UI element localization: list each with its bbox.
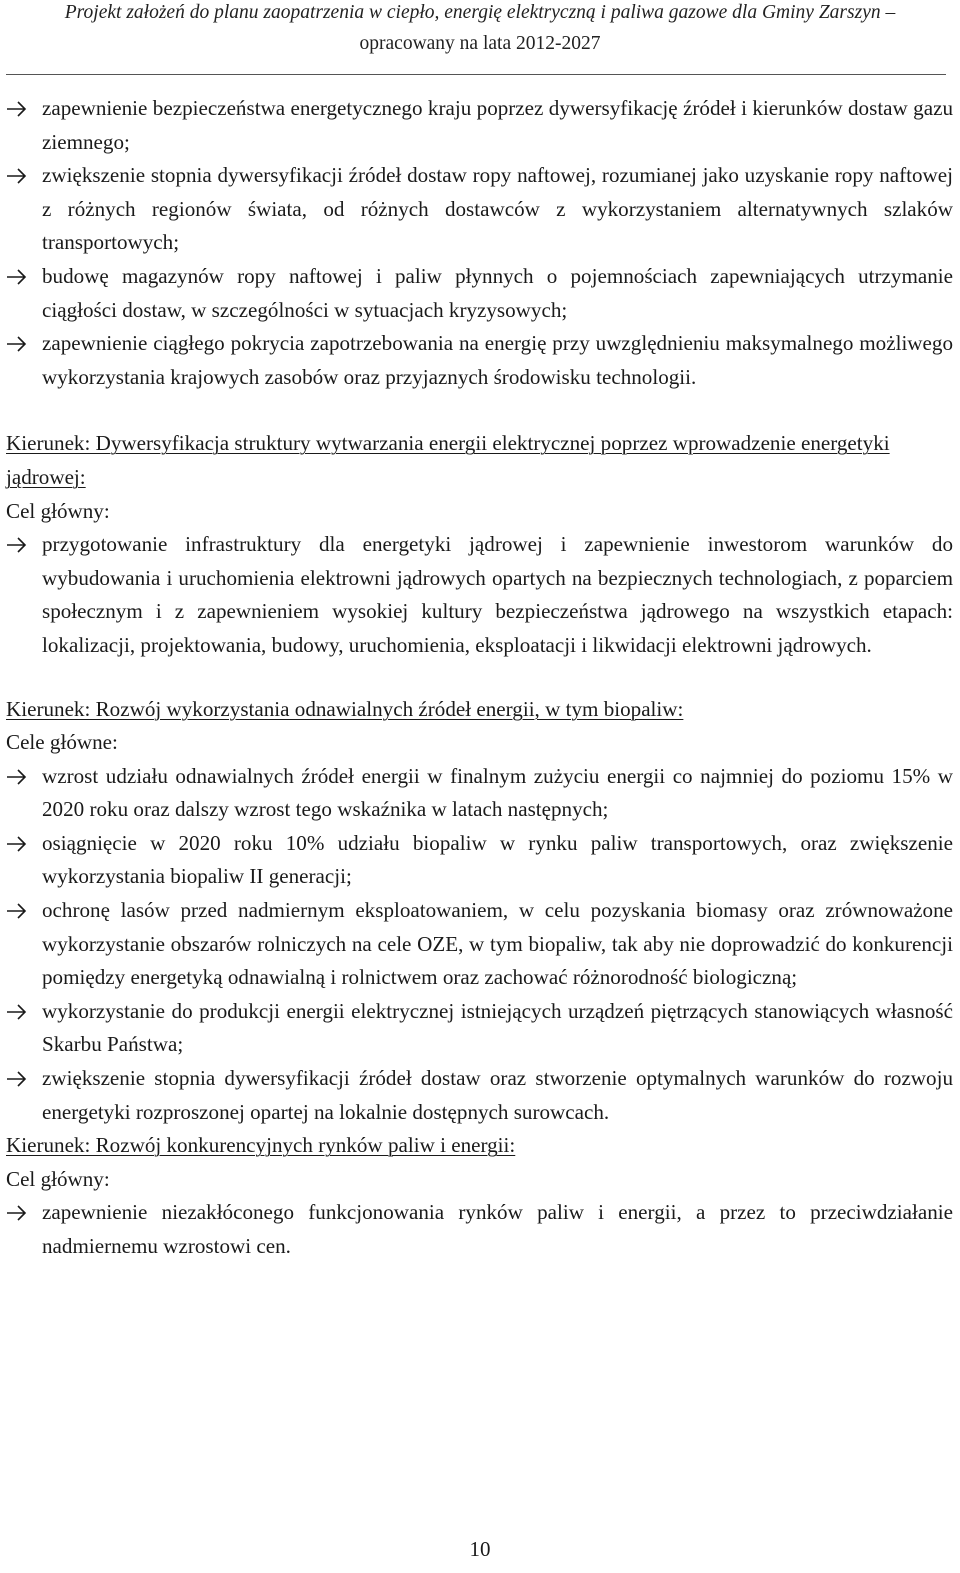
spacer (6, 394, 953, 427)
list-item-text: ochronę lasów przed nadmiernym eksploatowaniem, w celu pozyskania biomasy oraz zrównoważone wykorzystanie obszarów rolniczych na cele OZE, w tym biopaliw, tak aby nie doprowadzić do konkurencji pomiędzy energetyką odnawialną i rolnictwem oraz zachować różnorodność biologiczną; (42, 898, 953, 990)
document-body (6, 92, 953, 1264)
spacer (6, 663, 953, 693)
list-item-text: przygotowanie infrastruktury dla energetyki jądrowej i zapewnienie inwestorom warunków do wybudowania i uruchomienia elektrowni jądrowych opartych na bezpiecznych technologiach, z poparciem społecznym i z zapewnieniem wysokiej kultury bezpieczeństwa jądrowego na wszystkich etapach: lokalizacji, projektowania, budowy, uruchomienia, eksploatacji i likwidacji elektrowni jądrowych. (42, 532, 953, 657)
section-4-goal-label: Cel główny: (6, 1166, 110, 1191)
list-item (6, 528, 953, 662)
section-3-list (6, 760, 953, 1130)
list-item (6, 760, 953, 827)
list-item-text: wzrost udziału odnawialnych źródeł energii w finalnym zużyciu energii co najmniej do poziomu 15% w 2020 roku oraz dalszy wzrost tego wskaźnika w latach następnych; (42, 763, 953, 822)
arrow-right-icon (6, 535, 28, 555)
list-item (6, 1196, 953, 1263)
section-3-heading: Kierunek: Rozwój wykorzystania odnawialnych źródeł energii, w tym biopaliw: (6, 696, 684, 721)
list-item-text: zapewnienie bezpieczeństwa energetycznego kraju poprzez dywersyfikację źródeł i kierunków dostaw gazu ziemnego; (42, 96, 953, 154)
list-item (6, 327, 953, 394)
arrow-right-icon (6, 166, 28, 186)
list-item-text: zwiększenie stopnia dywersyfikacji źródeł dostaw oraz stworzenie optymalnych warunków do rozwoju energetyki rozproszonej opartej na lokalnie dostępnych surowcach. (42, 1066, 953, 1124)
list-item-text: zapewnienie niezakłóconego funkcjonowania rynków paliw i energii, a przez to przeciwdziałanie nadmiernemu wzrostowi cen. (42, 1200, 953, 1258)
arrow-right-icon (6, 267, 28, 287)
list-item (6, 260, 953, 327)
arrow-right-icon (6, 1069, 28, 1089)
list-item-text: osiągnięcie w 2020 roku 10% udziału biopaliw w rynku paliw transportowych, oraz zwiększenie wykorzystania biopaliw II generacji; (42, 830, 953, 889)
section-2-goal-label: Cel główny: (6, 498, 110, 523)
list-item-text: zwiększenie stopnia dywersyfikacji źródeł dostaw ropy naftowej, rozumianej jako uzyskanie ropy naftowej z różnych regionów świata, od różnych dostawców z wykorzystaniem alternatywnych szlaków transportowych; (42, 163, 953, 255)
arrow-right-icon (6, 767, 28, 787)
section-2-heading: Kierunek: Dywersyfikacja struktury wytwarzania energii elektrycznej poprzez wprowadzenie energetyki jądrowej: (6, 431, 890, 489)
list-item (6, 92, 953, 159)
list-item (6, 827, 953, 894)
header-title: Projekt założeń do planu zaopatrzenia w ciepło, energię elektryczną i paliwa gazowe dla Gminy Zarszyn – (64, 2, 896, 23)
section-4-heading: Kierunek: Rozwój konkurencyjnych rynków paliw i energii: (6, 1133, 516, 1158)
arrow-right-icon (6, 1002, 28, 1022)
arrow-right-icon (6, 334, 28, 354)
section-4-list (6, 1196, 953, 1263)
list-item-text: wykorzystanie do produkcji energii elektrycznej istniejących urządzeń piętrzących stanowiących własność Skarbu Państwa; (42, 998, 953, 1057)
arrow-right-icon (6, 99, 28, 119)
list-item (6, 995, 953, 1062)
arrow-right-icon (6, 901, 28, 921)
section-1-list (6, 92, 953, 394)
header-subtitle: opracowany na lata 2012-2027 (359, 33, 601, 54)
list-item (6, 159, 953, 260)
list-item-text: budowę magazynów ropy naftowej i paliw płynnych o pojemnościach zapewniających utrzymanie ciągłości dostaw, w szczególności w sytuacjach kryzysowych; (42, 263, 953, 322)
list-item (6, 894, 953, 995)
arrow-right-icon (6, 834, 28, 854)
section-3-goal-label: Cele główne: (6, 730, 118, 755)
header-divider (6, 74, 946, 75)
list-item (6, 1062, 953, 1129)
page-number: 10 (469, 1537, 491, 1561)
arrow-right-icon (6, 1203, 28, 1223)
section-2-list (6, 528, 953, 662)
list-item-text: zapewnienie ciągłego pokrycia zapotrzebowania na energię przy uwzględnieniu maksymalnego możliwego wykorzystania krajowych zasobów oraz przyjaznych środowisku technologii. (42, 331, 953, 389)
